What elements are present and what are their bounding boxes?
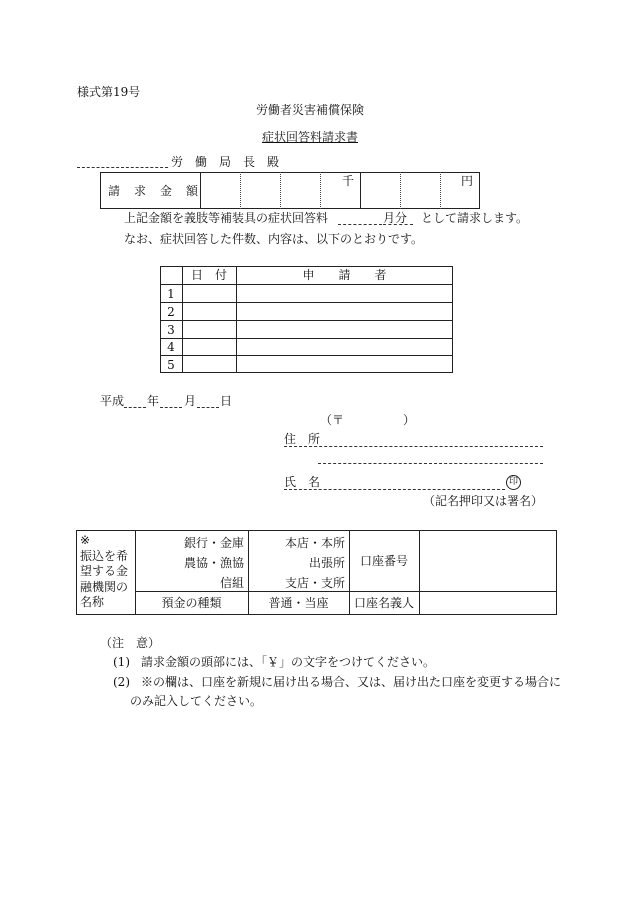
address-label: 住 所 bbox=[284, 432, 321, 446]
title-insurance: 労働者災害補償保険 bbox=[255, 103, 364, 117]
table-row-number: 3 bbox=[167, 323, 175, 337]
option-head[interactable]: 本店・本所 bbox=[284, 536, 345, 550]
title-text: 症状回答料請求書 bbox=[261, 130, 358, 144]
header-applicant: 申 請 者 bbox=[302, 268, 387, 282]
option-credit[interactable]: 信組 bbox=[219, 576, 244, 590]
table-row-number: 1 bbox=[167, 287, 175, 301]
name-field[interactable] bbox=[284, 489, 505, 490]
label-line: 振込を希 bbox=[80, 548, 129, 563]
amount-digit-field[interactable] bbox=[440, 172, 441, 209]
amount-digit-field[interactable] bbox=[280, 172, 281, 209]
year-field[interactable] bbox=[124, 407, 146, 408]
month-date-field[interactable] bbox=[160, 407, 182, 408]
divider bbox=[160, 302, 453, 303]
option-agri[interactable]: 農協・漁協 bbox=[183, 556, 244, 570]
month-date-label: 月 bbox=[184, 394, 197, 408]
day-field[interactable] bbox=[197, 407, 219, 408]
note-1-text: 請求金額の頭部には、「￥」の文字をつけてください。 bbox=[141, 655, 436, 669]
divider bbox=[160, 320, 453, 321]
body-line2: なお、症状回答した件数、内容は、以下のとおりです。 bbox=[124, 232, 424, 246]
deposit-type-options[interactable]: 普通・当座 bbox=[268, 596, 329, 610]
month-field[interactable] bbox=[338, 224, 382, 225]
divider bbox=[360, 172, 361, 209]
note-2-number: (2) bbox=[113, 675, 130, 689]
table-row-number: 2 bbox=[167, 305, 175, 319]
month-label: 月分 bbox=[383, 212, 413, 225]
divider bbox=[200, 172, 201, 209]
bureau-name-field[interactable] bbox=[77, 167, 168, 168]
address-field[interactable] bbox=[284, 446, 543, 447]
postal-close: ） bbox=[403, 413, 416, 427]
option-office[interactable]: 出張所 bbox=[308, 556, 345, 570]
name-label: 氏 名 bbox=[284, 475, 321, 489]
divider bbox=[160, 284, 453, 285]
bank-type-options[interactable] bbox=[140, 533, 244, 593]
label-line: 名称 bbox=[80, 595, 105, 609]
branch-type-options[interactable] bbox=[252, 533, 345, 593]
table-row-number: 4 bbox=[167, 340, 175, 354]
note-2-text: ※の欄は、口座を新規に届け出る場合、又は、届け出た口座を変更する場合に bbox=[141, 675, 562, 689]
bank-header-label bbox=[80, 533, 128, 611]
account-number-field[interactable] bbox=[420, 531, 556, 590]
seal-icon: 印 bbox=[506, 475, 521, 490]
body-line1-b: として請求します。 bbox=[421, 211, 529, 225]
day-label: 日 bbox=[220, 394, 233, 408]
deposit-type-label: 預金の種類 bbox=[161, 596, 222, 610]
amount-digit-field[interactable] bbox=[240, 172, 241, 209]
option-bank[interactable]: 銀行・金庫 bbox=[183, 536, 244, 550]
seal-note: （記名押印又は署名） bbox=[422, 494, 543, 508]
amount-digit-field[interactable] bbox=[320, 172, 321, 209]
divider bbox=[160, 338, 453, 339]
era-label: 平成 bbox=[100, 394, 125, 408]
yen-unit: 円 bbox=[461, 174, 474, 188]
note-2-cont: のみ記入してください。 bbox=[130, 694, 263, 708]
amount-digit-field[interactable] bbox=[400, 172, 401, 209]
account-holder-label: 口座名義人 bbox=[353, 596, 414, 610]
postal-open: （〒 bbox=[320, 413, 345, 427]
year-label: 年 bbox=[147, 394, 160, 408]
body-line1-a: 上記金額を義肢等補装具の症状回答料 bbox=[124, 211, 329, 225]
notes-heading: （注 意） bbox=[100, 636, 161, 650]
addressee: 労 働 局 長 殿 bbox=[171, 155, 280, 169]
page-title bbox=[210, 131, 410, 143]
account-holder-field[interactable] bbox=[420, 592, 556, 614]
address-field-2[interactable] bbox=[318, 463, 543, 464]
account-number-label: 口座番号 bbox=[359, 554, 408, 568]
label-line: ※ bbox=[80, 533, 91, 547]
divider bbox=[160, 355, 453, 356]
option-branch[interactable]: 支店・支所 bbox=[284, 576, 345, 590]
amount-label: 請 求 金 額 bbox=[108, 184, 200, 198]
label-line: 融機関の bbox=[80, 579, 129, 594]
thousand-unit: 千 bbox=[342, 174, 355, 188]
table-row-number: 5 bbox=[167, 358, 175, 372]
label-line: 望する金 bbox=[80, 564, 129, 578]
header-date: 日 付 bbox=[190, 268, 227, 282]
note-1-number: (1) bbox=[113, 655, 130, 669]
form-number: 様式第19号 bbox=[77, 85, 141, 99]
